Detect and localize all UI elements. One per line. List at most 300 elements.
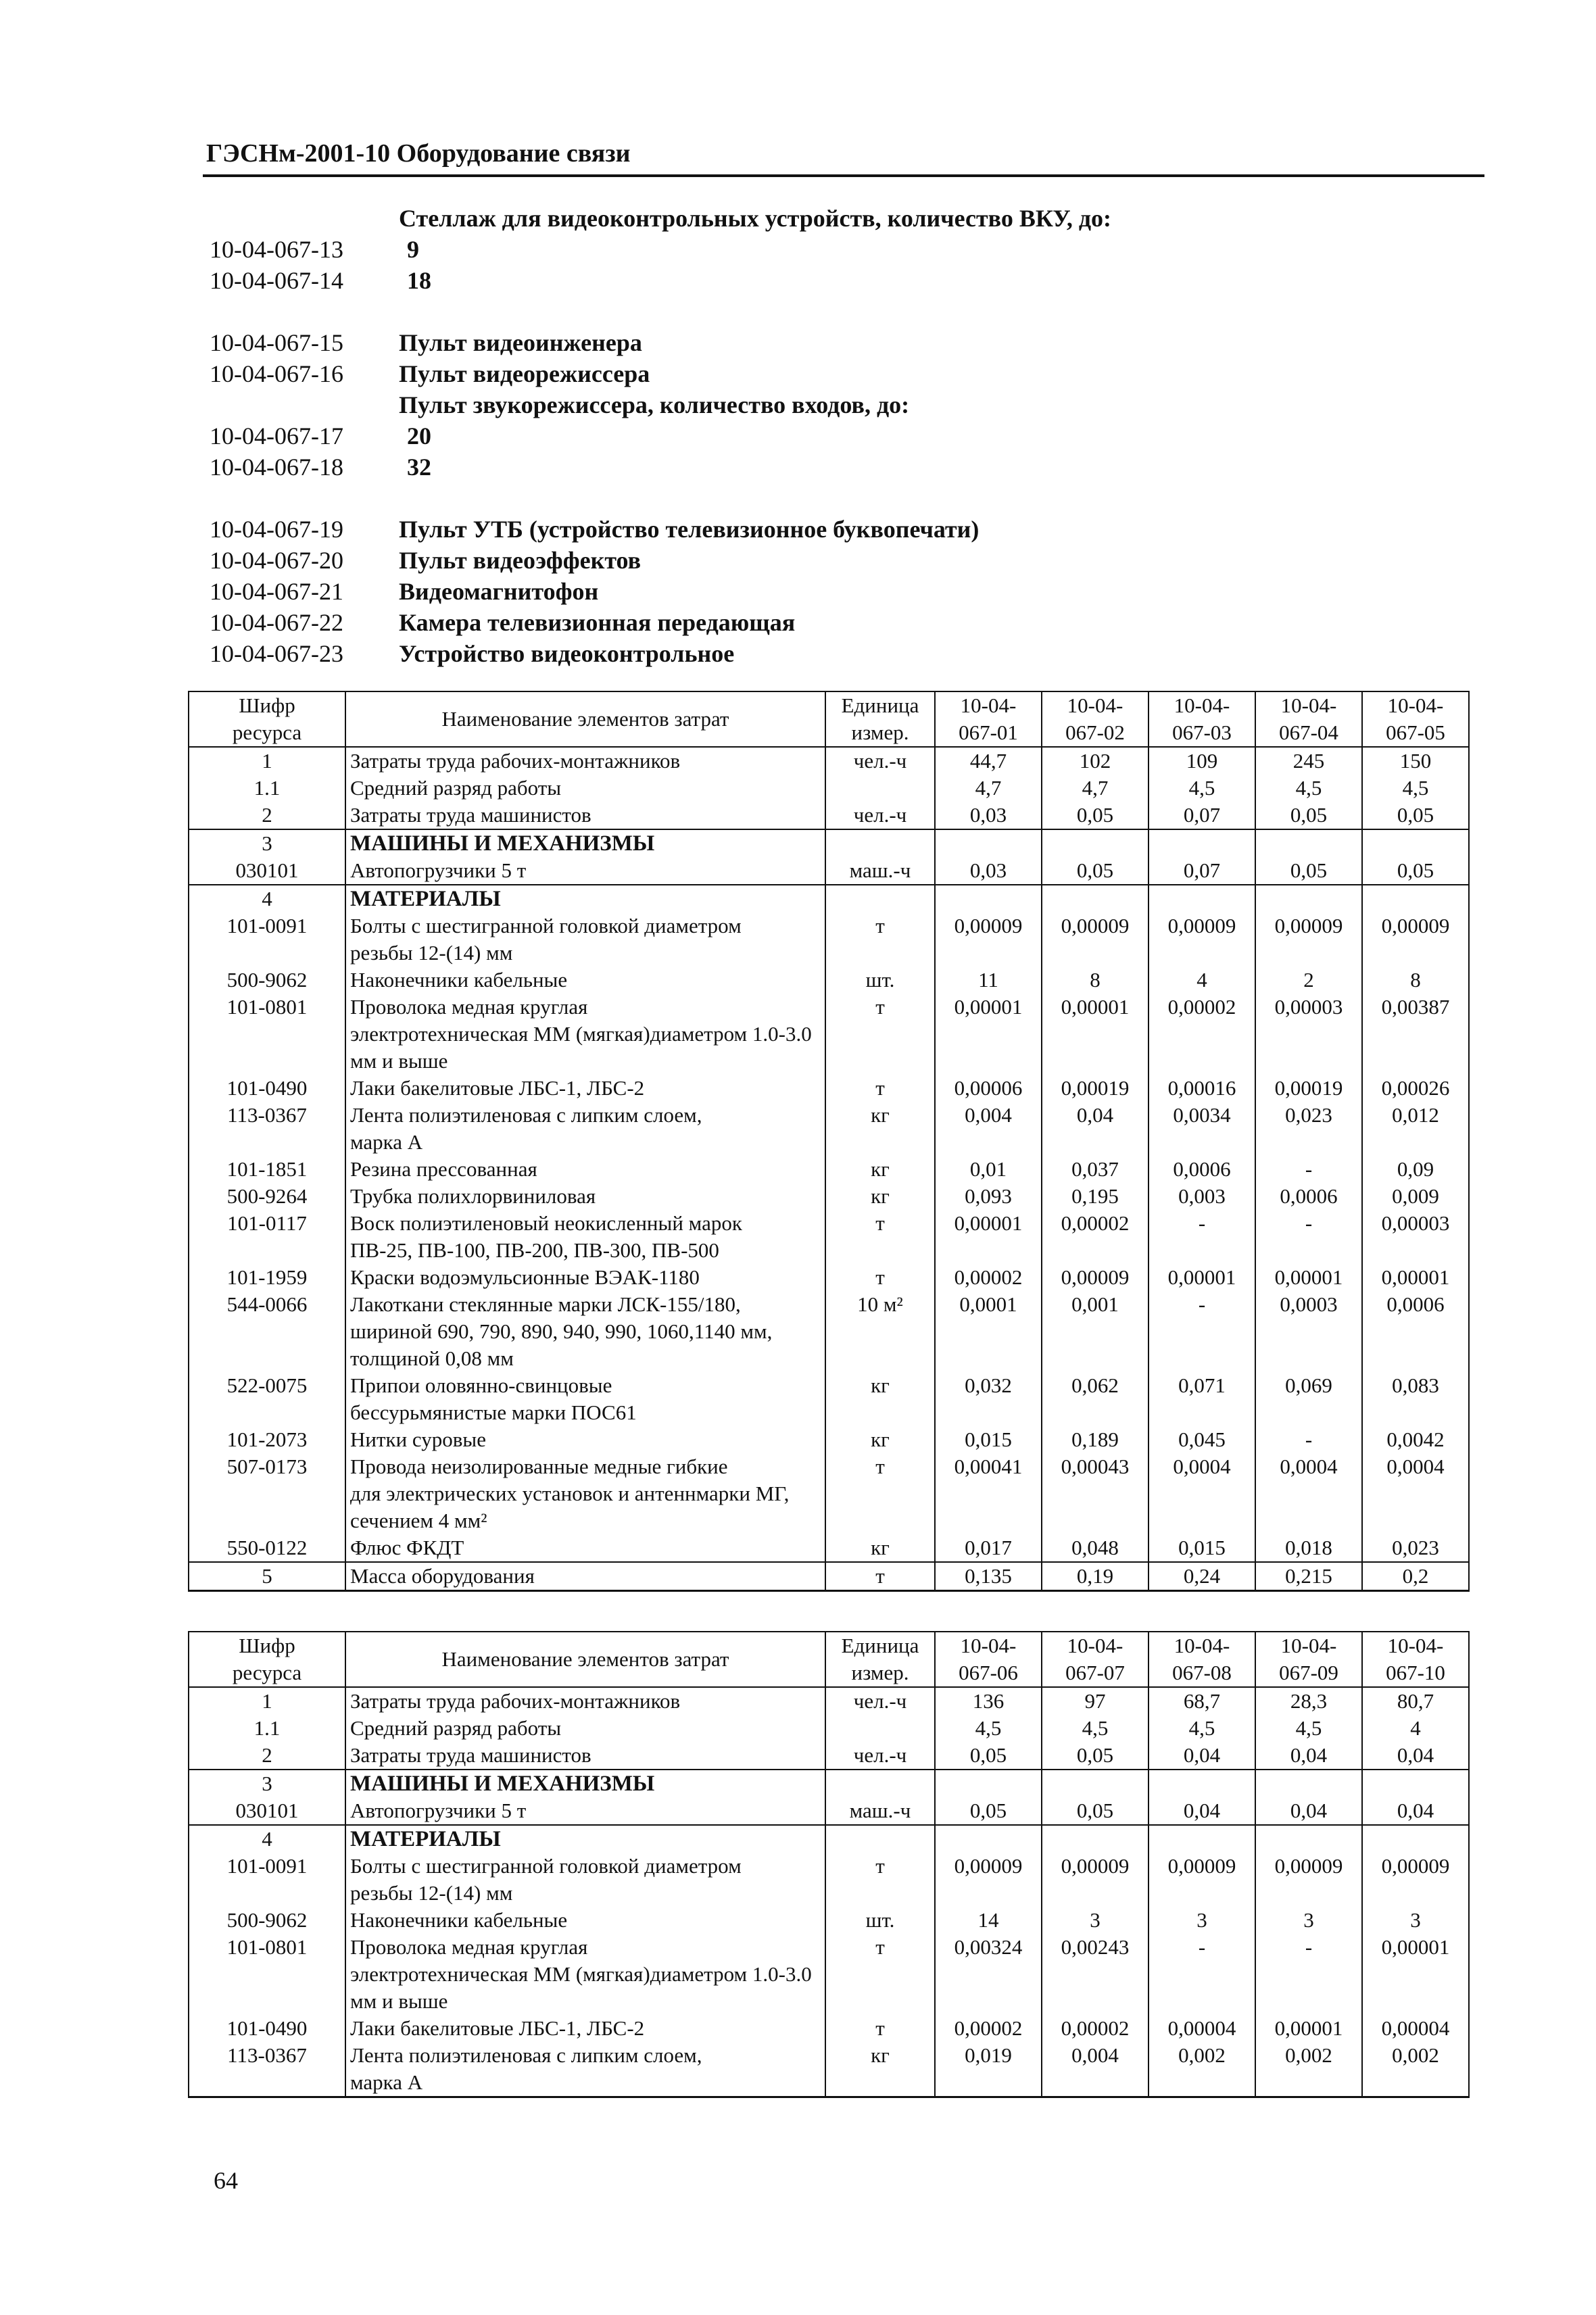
norm-value-cell: 0,00002 (1042, 1210, 1148, 1264)
work-item-code: 10-04-067-14 (210, 267, 343, 294)
norm-value-cell: 4 (1362, 1715, 1469, 1742)
norm-value-cell: 0,00001 (1255, 2015, 1362, 2042)
norm-value-cell: 0,00016 (1148, 1075, 1255, 1102)
name-line: Флюс ФКДТ (350, 1536, 464, 1559)
header-norm-code (1255, 691, 1362, 747)
norm-value-cell: 0,0004 (1255, 1453, 1362, 1534)
table-row (189, 1102, 1469, 1156)
unit-cell (825, 829, 935, 857)
header-line: Единица (841, 693, 919, 717)
unit-cell: т (825, 1853, 935, 1907)
document-header-title: ГЭСНм-2001-10 Оборудование связи (206, 139, 631, 168)
table-row (189, 1934, 1469, 2015)
header-resource-code (189, 691, 345, 747)
work-item-row (210, 358, 1494, 389)
header-norm-code (1362, 1632, 1469, 1687)
name-line: Средний разряд работы (350, 776, 562, 800)
header-line: 10-04- (1387, 693, 1444, 717)
norm-value-cell (1362, 1825, 1469, 1853)
header-norm-code (1255, 1632, 1362, 1687)
unit-cell: 10 м² (825, 1291, 935, 1372)
norm-value-cell: 0,189 (1042, 1426, 1148, 1453)
table-row (189, 747, 1469, 775)
name-line: Лаки бакелитовые ЛБС-1, ЛБС-2 (350, 1076, 645, 1100)
cost-element-name-cell (345, 1742, 825, 1770)
header-norm-code (935, 1632, 1042, 1687)
cost-element-name-cell (345, 994, 825, 1075)
norm-value-cell: 0,0003 (1255, 1291, 1362, 1372)
header-line: 10-04- (1387, 1634, 1444, 1657)
norm-value-cell: 0,03 (935, 857, 1042, 885)
unit-cell: т (825, 2015, 935, 2042)
norm-value-cell: 0,05 (1255, 857, 1362, 885)
norm-value-cell (1148, 1825, 1255, 1853)
work-item-row (210, 389, 1494, 420)
item-spacer (210, 296, 1494, 327)
norm-value-cell: - (1255, 1156, 1362, 1183)
resource-code-cell: 101-0801 (189, 994, 345, 1075)
norm-value-cell (1148, 829, 1255, 857)
norm-value-cell: 0,05 (1042, 857, 1148, 885)
norm-value-cell: 0,00243 (1042, 1934, 1148, 2015)
norm-value-cell: 0,00002 (935, 2015, 1042, 2042)
name-line: МАШИНЫ И МЕХАНИЗМЫ (350, 1772, 655, 1796)
header-rule (203, 174, 1484, 177)
unit-cell: кг (825, 2042, 935, 2097)
work-item-code: 10-04-067-23 (210, 640, 343, 667)
norm-value-cell: 0,083 (1362, 1372, 1469, 1426)
norm-value-cell: 0,0004 (1148, 1453, 1255, 1534)
name-line: Нитки суровые (350, 1428, 487, 1451)
norm-value-cell: 0,00026 (1362, 1075, 1469, 1102)
resource-code-cell: 500-9264 (189, 1183, 345, 1210)
norm-value-cell: 136 (935, 1687, 1042, 1715)
name-line: Затраты труда машинистов (350, 803, 591, 827)
norm-value-cell: 0,009 (1362, 1183, 1469, 1210)
name-line: Средний разряд работы (350, 1716, 562, 1740)
table-row (189, 2015, 1469, 2042)
header-cost-element-name: Наименование элементов затрат (345, 1632, 825, 1687)
unit-cell: чел.-ч (825, 1742, 935, 1770)
norm-value-cell (1042, 1770, 1148, 1797)
norm-value-cell: 4,5 (1255, 775, 1362, 802)
table-row (189, 1715, 1469, 1742)
work-item-row (210, 545, 1494, 576)
norm-value-cell: 0,00002 (1042, 2015, 1148, 2042)
work-item-title: 18 (407, 267, 431, 294)
header-unit (825, 691, 935, 747)
table-row (189, 1562, 1469, 1591)
name-line: диаметром 1.0-3.0 мм и выше (350, 1962, 812, 2013)
norm-value-cell: 0,01 (935, 1156, 1042, 1183)
header-line: ресурса (232, 721, 302, 744)
norm-value-cell: 0,05 (1362, 802, 1469, 829)
work-item-code: 10-04-067-19 (210, 516, 343, 543)
norm-value-cell: 28,3 (1255, 1687, 1362, 1715)
norm-value-cell: 0,05 (935, 1797, 1042, 1825)
table-row (189, 1426, 1469, 1453)
name-line: Воск полиэтиленовый неокисленный марок (350, 1211, 742, 1235)
work-item-title: Пульт видеорежиссера (399, 360, 650, 387)
norm-value-cell (1148, 885, 1255, 912)
table-row (189, 1742, 1469, 1770)
cost-element-name-cell (345, 1534, 825, 1562)
name-line: электротехническая ММ (мягкая) (350, 1022, 650, 1046)
norm-value-cell: 0,09 (1362, 1156, 1469, 1183)
norm-value-cell: 0,04 (1255, 1742, 1362, 1770)
norm-value-cell: 68,7 (1148, 1687, 1255, 1715)
cost-element-name-cell (345, 1075, 825, 1102)
table-row (189, 1210, 1469, 1264)
norm-value-cell (1255, 885, 1362, 912)
name-line: электротехническая ММ (мягкая) (350, 1962, 650, 1986)
resource-code-cell: 522-0075 (189, 1372, 345, 1426)
name-line: Затраты труда рабочих-монтажников (350, 1689, 681, 1713)
unit-cell (825, 1715, 935, 1742)
norm-value-cell: 0,19 (1042, 1562, 1148, 1591)
header-norm-code (1148, 1632, 1255, 1687)
unit-cell: т (825, 912, 935, 967)
unit-cell: т (825, 1210, 935, 1264)
header-norm-code (1042, 1632, 1148, 1687)
name-line: бессурьмянистые марки ПОС61 (350, 1400, 637, 1424)
resource-code-cell: 500-9062 (189, 1907, 345, 1934)
norm-value-cell: - (1255, 1934, 1362, 2015)
norm-value-cell: 245 (1255, 747, 1362, 775)
unit-cell: кг (825, 1372, 935, 1426)
header-line: 067-06 (959, 1661, 1018, 1684)
cost-element-name-cell (345, 1102, 825, 1156)
norm-value-cell: 4,7 (935, 775, 1042, 802)
norm-value-cell: 0,04 (1362, 1742, 1469, 1770)
section-title-cell (345, 1825, 825, 1853)
resource-code-cell: 2 (189, 1742, 345, 1770)
resource-code-cell: 113-0367 (189, 2042, 345, 2097)
name-line: Краски водоэмульсионные ВЭАК-1180 (350, 1265, 700, 1289)
table-row (189, 1770, 1469, 1797)
work-item-code: 10-04-067-13 (210, 236, 343, 263)
header-line: 067-02 (1065, 721, 1125, 744)
norm-value-cell: 0,012 (1362, 1102, 1469, 1156)
cost-element-name-cell (345, 747, 825, 775)
cost-element-name-cell (345, 2042, 825, 2097)
unit-cell: маш.-ч (825, 1797, 935, 1825)
table-row (189, 2042, 1469, 2097)
norm-value-cell: 0,04 (1148, 1742, 1255, 1770)
norm-value-cell: 0,05 (1042, 1797, 1148, 1825)
norm-value-cell: 0,05 (935, 1742, 1042, 1770)
header-cost-element-name: Наименование элементов затрат (345, 691, 825, 747)
norm-value-cell (935, 1825, 1042, 1853)
norm-value-cell: 0,04 (1255, 1797, 1362, 1825)
table-row (189, 1797, 1469, 1825)
table-header-row (189, 1632, 1469, 1687)
norm-value-cell: 4,5 (1042, 1715, 1148, 1742)
name-line: Затраты труда машинистов (350, 1743, 591, 1767)
name-line: Лента полиэтиленовая с липким слоем, (350, 2043, 702, 2067)
resource-code-cell: 500-9062 (189, 967, 345, 994)
work-item-row (210, 452, 1494, 483)
norm-value-cell: 0,05 (1255, 802, 1362, 829)
norm-value-cell: 0,00041 (935, 1453, 1042, 1534)
resource-code-cell: 101-0117 (189, 1210, 345, 1264)
norm-value-cell: 0,018 (1255, 1534, 1362, 1562)
name-line: марка А (350, 2070, 423, 2094)
norm-value-cell: 0,00001 (1362, 1264, 1469, 1291)
norm-value-cell: 4,5 (1148, 1715, 1255, 1742)
norm-value-cell: 0,093 (935, 1183, 1042, 1210)
page-number: 64 (214, 2167, 238, 2194)
name-line: ПВ-25, ПВ-100, ПВ-200, ПВ-300, ПВ-500 (350, 1238, 719, 1262)
header-unit (825, 1632, 935, 1687)
resource-code-cell: 1.1 (189, 1715, 345, 1742)
norm-value-cell: 0,00002 (935, 1264, 1042, 1291)
table-row (189, 1853, 1469, 1907)
unit-cell: чел.-ч (825, 802, 935, 829)
norm-value-cell: 8 (1042, 967, 1148, 994)
norm-value-cell (1042, 1825, 1148, 1853)
name-line: Лента полиэтиленовая с липким слоем, (350, 1103, 702, 1127)
norm-value-cell (935, 829, 1042, 857)
unit-cell: кг (825, 1183, 935, 1210)
resource-code-cell: 544-0066 (189, 1291, 345, 1372)
norm-value-cell: 0,135 (935, 1562, 1042, 1591)
header-line: Единица (841, 1634, 919, 1657)
unit-cell: т (825, 1934, 935, 2015)
unit-cell: кг (825, 1156, 935, 1183)
table-row (189, 1291, 1469, 1372)
header-line: 067-07 (1065, 1661, 1125, 1684)
norm-value-cell: 0,00019 (1255, 1075, 1362, 1102)
work-item-row (210, 265, 1494, 296)
resource-code-cell: 101-1851 (189, 1156, 345, 1183)
norm-value-cell: 150 (1362, 747, 1469, 775)
norm-value-cell (935, 1770, 1042, 1797)
norm-value-cell: 0,045 (1148, 1426, 1255, 1453)
cost-element-name-cell (345, 1687, 825, 1715)
norm-value-cell: 0,00006 (935, 1075, 1042, 1102)
header-line: Шифр (239, 693, 295, 717)
table-row (189, 994, 1469, 1075)
norm-value-cell: 0,215 (1255, 1562, 1362, 1591)
work-item-list (210, 203, 1494, 669)
norm-value-cell: 0,071 (1148, 1372, 1255, 1426)
norm-value-cell: - (1148, 1934, 1255, 2015)
work-item-title: 9 (407, 236, 419, 263)
norm-value-cell: - (1255, 1426, 1362, 1453)
norm-value-cell: 0,0006 (1255, 1183, 1362, 1210)
name-line: марки МГ, сечением 4 мм² (350, 1482, 790, 1532)
cost-element-name-cell (345, 1372, 825, 1426)
resource-code-cell: 101-0801 (189, 1934, 345, 2015)
norm-value-cell: 80,7 (1362, 1687, 1469, 1715)
norm-value-cell: 0,2 (1362, 1562, 1469, 1591)
norm-value-cell: 0,05 (1042, 802, 1148, 829)
table-row (189, 1825, 1469, 1853)
norm-value-cell: 0,00004 (1148, 2015, 1255, 2042)
table-row (189, 1453, 1469, 1534)
resource-code-cell: 4 (189, 885, 345, 912)
unit-cell (825, 885, 935, 912)
norm-value-cell: 0,037 (1042, 1156, 1148, 1183)
norm-value-cell: 0,015 (935, 1426, 1042, 1453)
header-norm-code (1362, 691, 1469, 747)
unit-cell: т (825, 1562, 935, 1591)
name-line: Болты с шестигранной головкой диаметром (350, 1854, 742, 1878)
norm-value-cell: 0,015 (1148, 1534, 1255, 1562)
name-line: Трубка полихлорвиниловая (350, 1184, 596, 1208)
cost-element-name-cell (345, 1426, 825, 1453)
work-item-title: 32 (407, 454, 431, 481)
norm-value-cell: 0,00009 (1255, 1853, 1362, 1907)
norm-value-cell: 0,002 (1362, 2042, 1469, 2097)
section-title-cell (345, 885, 825, 912)
cost-element-name-cell (345, 967, 825, 994)
section-title-cell (345, 1770, 825, 1797)
norm-value-cell: 0,00009 (935, 912, 1042, 967)
name-line: шириной 690, 790, 890, 940, 990, 1060, (350, 1319, 694, 1343)
norm-value-cell: 0,00043 (1042, 1453, 1148, 1534)
norm-value-cell: 14 (935, 1907, 1042, 1934)
unit-cell: шт. (825, 1907, 935, 1934)
norm-value-cell: 3 (1148, 1907, 1255, 1934)
resource-code-cell: 1 (189, 747, 345, 775)
norm-value-cell: 0,00001 (1148, 1264, 1255, 1291)
norm-value-cell (1148, 1770, 1255, 1797)
norm-value-cell: 0,00009 (1362, 1853, 1469, 1907)
header-line: измер. (851, 721, 909, 744)
header-line: 067-03 (1172, 721, 1232, 744)
norm-value-cell (1255, 1770, 1362, 1797)
norm-value-cell: 0,04 (1362, 1797, 1469, 1825)
table-row (189, 802, 1469, 829)
name-line: Проволока медная круглая (350, 995, 588, 1019)
work-item-row (210, 514, 1494, 545)
cost-element-name-cell (345, 1453, 825, 1534)
work-item-title: Пульт видеоэффектов (399, 547, 642, 574)
norm-value-cell (935, 885, 1042, 912)
work-item-code: 10-04-067-21 (210, 578, 343, 605)
cost-element-name-cell (345, 1715, 825, 1742)
norm-value-cell: 0,00009 (1148, 1853, 1255, 1907)
header-line: 067-04 (1279, 721, 1338, 744)
header-line: 10-04- (1280, 1634, 1337, 1657)
norm-value-cell (1042, 829, 1148, 857)
table-row (189, 885, 1469, 912)
norm-value-cell: 11 (935, 967, 1042, 994)
header-line: 067-05 (1386, 721, 1445, 744)
table-row (189, 967, 1469, 994)
norm-value-cell: 0,001 (1042, 1291, 1148, 1372)
norm-value-cell: 44,7 (935, 747, 1042, 775)
table-row (189, 1687, 1469, 1715)
norm-value-cell: 0,03 (935, 802, 1042, 829)
cost-element-name-cell (345, 857, 825, 885)
name-line: Резина прессованная (350, 1157, 537, 1181)
name-line: МАТЕРИАЛЫ (350, 887, 501, 911)
table-row (189, 1907, 1469, 1934)
norm-value-cell: 0,00001 (935, 1210, 1042, 1264)
unit-cell: т (825, 994, 935, 1075)
work-item-code (210, 203, 399, 234)
unit-cell: маш.-ч (825, 857, 935, 885)
norm-value-cell: 0,00009 (1042, 1853, 1148, 1907)
header-norm-code (1042, 691, 1148, 747)
resource-code-cell: 101-1959 (189, 1264, 345, 1291)
header-line: 10-04- (1067, 1634, 1123, 1657)
norm-value-cell: 2 (1255, 967, 1362, 994)
work-item-title: Пульт звукорежиссера, количество входов, до: (399, 391, 910, 418)
name-line: для электрических установок и антенн (350, 1482, 696, 1505)
norm-value-cell: 4,5 (1148, 775, 1255, 802)
table-row (189, 1534, 1469, 1562)
resource-code-cell: 1 (189, 1687, 345, 1715)
norm-value-cell: 0,00009 (1255, 912, 1362, 967)
name-line: Лакоткани стеклянные марки ЛСК-155/180, (350, 1292, 741, 1316)
section-title-cell (345, 829, 825, 857)
resource-code-cell: 3 (189, 829, 345, 857)
header-line: 067-01 (959, 721, 1018, 744)
resource-code-cell: 1.1 (189, 775, 345, 802)
work-item-row (210, 638, 1494, 669)
norm-value-cell: 97 (1042, 1687, 1148, 1715)
work-item-title: Камера телевизионная передающая (399, 609, 796, 636)
table-row (189, 775, 1469, 802)
norm-value-cell: 0,004 (1042, 2042, 1148, 2097)
norm-value-cell: 0,00324 (935, 1934, 1042, 2015)
header-resource-code (189, 1632, 345, 1687)
norm-value-cell: 0,002 (1255, 2042, 1362, 2097)
cost-element-name-cell (345, 1934, 825, 2015)
norm-value-cell: 0,195 (1042, 1183, 1148, 1210)
norm-value-cell (1255, 1825, 1362, 1853)
norm-value-cell (1255, 829, 1362, 857)
resource-code-cell: 2 (189, 802, 345, 829)
work-item-code: 10-04-067-18 (210, 454, 343, 481)
unit-cell: т (825, 1075, 935, 1102)
unit-cell (825, 775, 935, 802)
norm-value-cell: - (1255, 1210, 1362, 1264)
norm-value-cell: 0,00019 (1042, 1075, 1148, 1102)
work-item-title: Пульт УТБ (устройство телевизионное буквопечати) (399, 516, 980, 543)
norm-value-cell: 4,5 (935, 1715, 1042, 1742)
norm-value-cell: - (1148, 1210, 1255, 1264)
table-header-row (189, 691, 1469, 747)
norm-value-cell: 0,04 (1148, 1797, 1255, 1825)
header-line: 10-04- (1280, 693, 1337, 717)
norm-value-cell: 0,0006 (1148, 1156, 1255, 1183)
work-item-code (210, 389, 399, 420)
norm-value-cell: 0,032 (935, 1372, 1042, 1426)
unit-cell: шт. (825, 967, 935, 994)
work-item-row (210, 607, 1494, 638)
norm-value-cell: 0,0034 (1148, 1102, 1255, 1156)
norm-value-cell: 0,0042 (1362, 1426, 1469, 1453)
name-line: МАТЕРИАЛЫ (350, 1827, 501, 1851)
resource-code-cell: 101-0091 (189, 912, 345, 967)
norm-value-cell: 0,00001 (1042, 994, 1148, 1075)
work-item-row (210, 420, 1494, 452)
unit-cell: т (825, 1453, 935, 1534)
header-line: 10-04- (1174, 693, 1230, 717)
norm-value-cell: 0,017 (935, 1534, 1042, 1562)
norm-value-cell: 4,5 (1255, 1715, 1362, 1742)
cost-element-name-cell (345, 775, 825, 802)
norm-value-cell: 0,00001 (1255, 1264, 1362, 1291)
resource-code-cell: 113-0367 (189, 1102, 345, 1156)
name-line: Масса оборудования (350, 1564, 535, 1588)
name-line: Лаки бакелитовые ЛБС-1, ЛБС-2 (350, 2016, 645, 2040)
